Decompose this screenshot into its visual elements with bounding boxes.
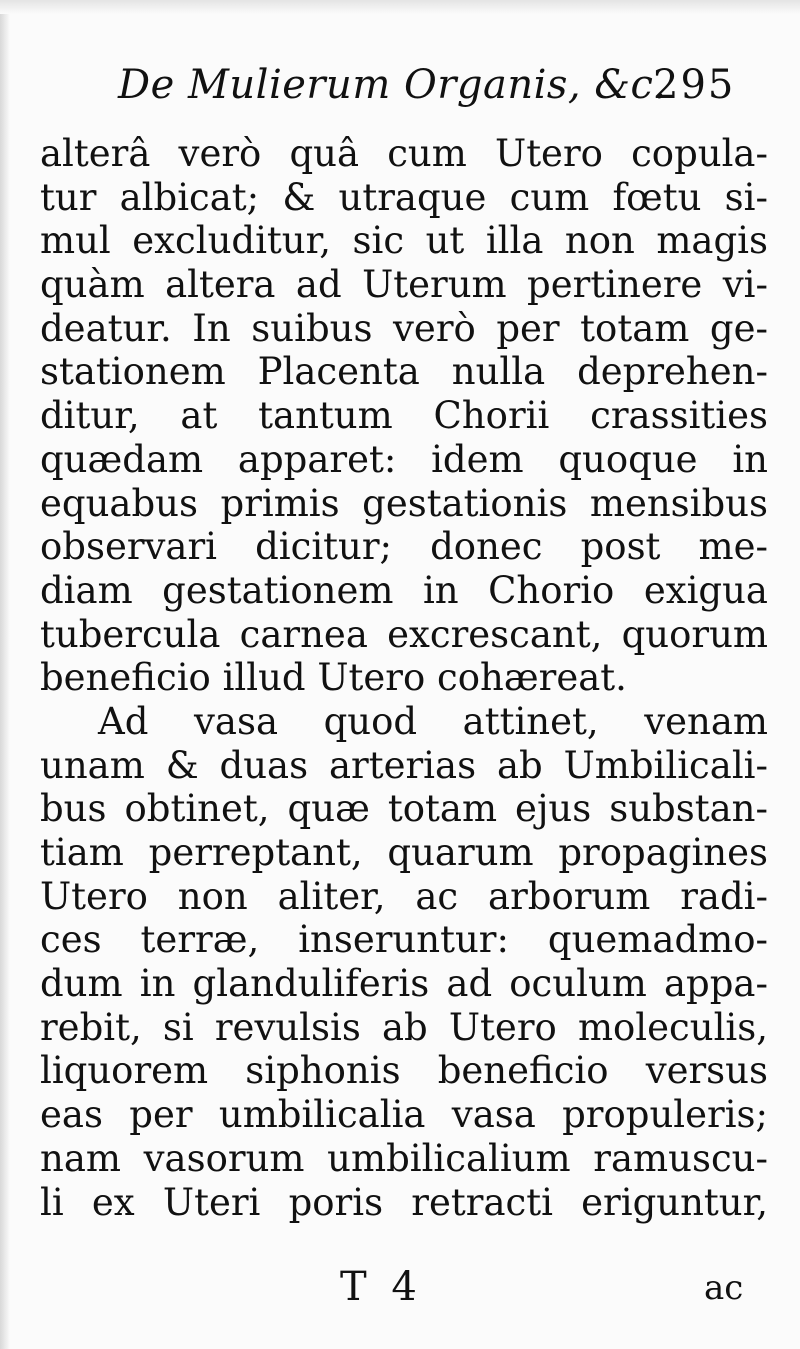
- text-line: rebit, si revulsis ab Utero moleculis,: [40, 1005, 768, 1049]
- paragraph-start-line: Ad vasa quod attinet, venam: [98, 699, 768, 743]
- text-line: mul excluditur, sic ut illa non magis: [40, 219, 768, 263]
- text-line: equabus primis gestationis mensibus: [40, 481, 768, 525]
- text-line: nam vasorum umbilicalium ramuscu-: [40, 1136, 768, 1180]
- text-line: ditur, at tantum Chorii crassities: [40, 394, 768, 438]
- text-line: dum in glanduliferis ad oculum appa-: [40, 962, 768, 1006]
- signature-mark: T 4: [340, 1264, 423, 1310]
- text-line: tubercula carnea excrescant, quorum: [40, 612, 768, 656]
- text-line: Utero non aliter, ac arborum radi-: [40, 874, 768, 918]
- running-head: [118, 62, 778, 122]
- text-line: li ex Uteri poris retracti eriguntur,: [40, 1180, 768, 1224]
- text-line: observari dicitur; donec post me-: [40, 525, 768, 569]
- text-line: alterâ verò quâ cum Utero copula-: [40, 132, 768, 175]
- text-line: unam & duas arterias ab Umbilicali-: [40, 743, 768, 787]
- text-line: tiam perreptant, quarum propagines: [40, 831, 768, 874]
- page-edge-shadow: [0, 0, 10, 1349]
- page-top-shadow: [0, 0, 800, 14]
- catchword: ac: [704, 1268, 744, 1308]
- text-line: eas per umbilicalia vasa propuleris;: [40, 1093, 768, 1137]
- text-line: bus obtinet, quæ totam ejus substan-: [40, 787, 768, 831]
- running-title: De Mulierum Organis, &c.: [118, 62, 667, 108]
- body-text: [40, 132, 768, 1224]
- text-line: quàm altera ad Uterum pertinere vi-: [40, 263, 768, 307]
- text-line: quædam apparet: idem quoque in: [40, 437, 768, 481]
- text-line: stationem Placenta nulla deprehen-: [40, 350, 768, 394]
- text-line: tur albicat; & utraque cum fœtu si-: [40, 175, 768, 219]
- page-number: 295: [653, 62, 736, 108]
- text-line: beneficio illud Utero cohæreat.: [40, 656, 627, 700]
- text-line: ces terræ, inseruntur: quemadmo-: [40, 918, 768, 962]
- text-line: liquorem siphonis beneficio versus: [40, 1049, 768, 1093]
- text-line: diam gestationem in Chorio exigua: [40, 568, 768, 612]
- text-line: deatur. In suibus verò per totam ge-: [40, 306, 768, 350]
